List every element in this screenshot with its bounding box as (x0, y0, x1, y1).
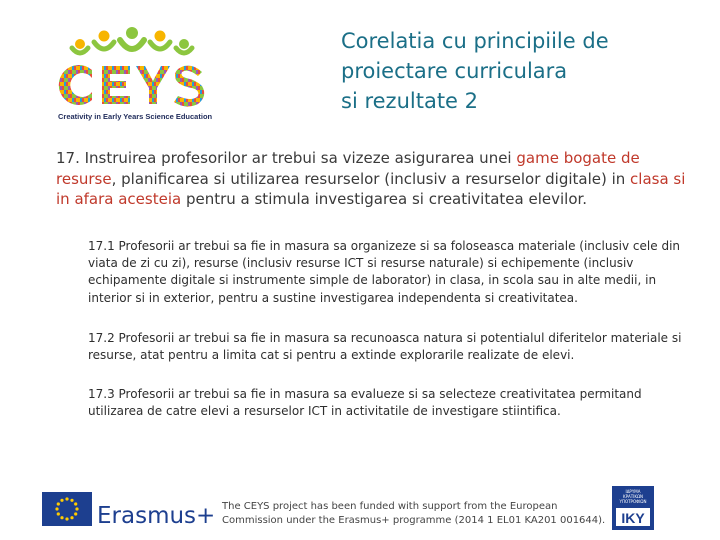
main-text-part-1: 17. Instruirea profesorilor ar trebui sa vizeze asigurarea unei (56, 149, 517, 167)
main-text-part-3: pentru a stimula investigarea si creativitatea elevilor. (181, 190, 588, 208)
page-title (341, 26, 701, 116)
main-highlight-2: clasa si in afara acesteia (56, 169, 686, 208)
sub-item-17-2: 17.2 Profesorii ar trebui sa fie in masura sa recunoasca natura si potentialul diferitelor materiale si resurse, atat pentru a limita cat si pentru a extinde explorarile realizate de elevi. (88, 331, 682, 363)
funding-line-2: Commission under the Erasmus+ programme (2014 1 EL01 KA201 001644). (222, 515, 606, 526)
title-line-3: si rezultate 2 (341, 89, 479, 113)
main-highlight-1: game bogate de resurse (56, 149, 640, 188)
figures-icon (72, 27, 192, 53)
iky-small-3: ΥΠΟΤΡΟΦΙΩΝ (619, 499, 647, 504)
main-paragraph (56, 148, 696, 210)
iky-small-2: ΚΡΑΤΙΚΩΝ (622, 494, 644, 499)
funding-notice (222, 500, 605, 528)
title-line-1: Corelatia cu principiile de (341, 29, 609, 53)
erasmus-plus-logo: Erasmus+ (97, 503, 216, 529)
title-line-2: proiectare curriculara (341, 59, 568, 83)
eu-flag-icon (42, 492, 92, 526)
sub-item-17-1: 17.1 Profesorii ar trebui sa fie in masura sa organizeze si sa foloseasca materiale (inclusiv cele din viata de zi cu zi), resurse (inclusiv resurse ICT si resurse naturale) si echipemente (inclusiv echipamente digitale si instrumente simple de laborator) in clasa, in scola sau in alte medii, in interior si in exterior, pentru a sustine investigarea independenta si creativitatea. (88, 239, 681, 305)
main-text-part-2: , planificarea si utilizarea resurselor (inclusiv a resurselor digitale) in (111, 169, 631, 188)
ceys-letters (59, 65, 204, 107)
iky-small-1: ΙΔΡΥΜΑ (625, 489, 641, 494)
iky-logo (612, 486, 654, 530)
sub-item-17-3: 17.3 Profesorii ar trebui sa fie in masura sa evalueze si sa selecteze creativitatea permitand utilizarea de catre elevi a resurselor ICT in activitatile de investigare stiintifica. (88, 387, 642, 419)
iky-label: IKY (621, 510, 645, 526)
funding-line-1: The CEYS project has been funded with support from the European (222, 501, 558, 512)
logo-caption: Creativity in Early Years Science Education (58, 112, 213, 121)
